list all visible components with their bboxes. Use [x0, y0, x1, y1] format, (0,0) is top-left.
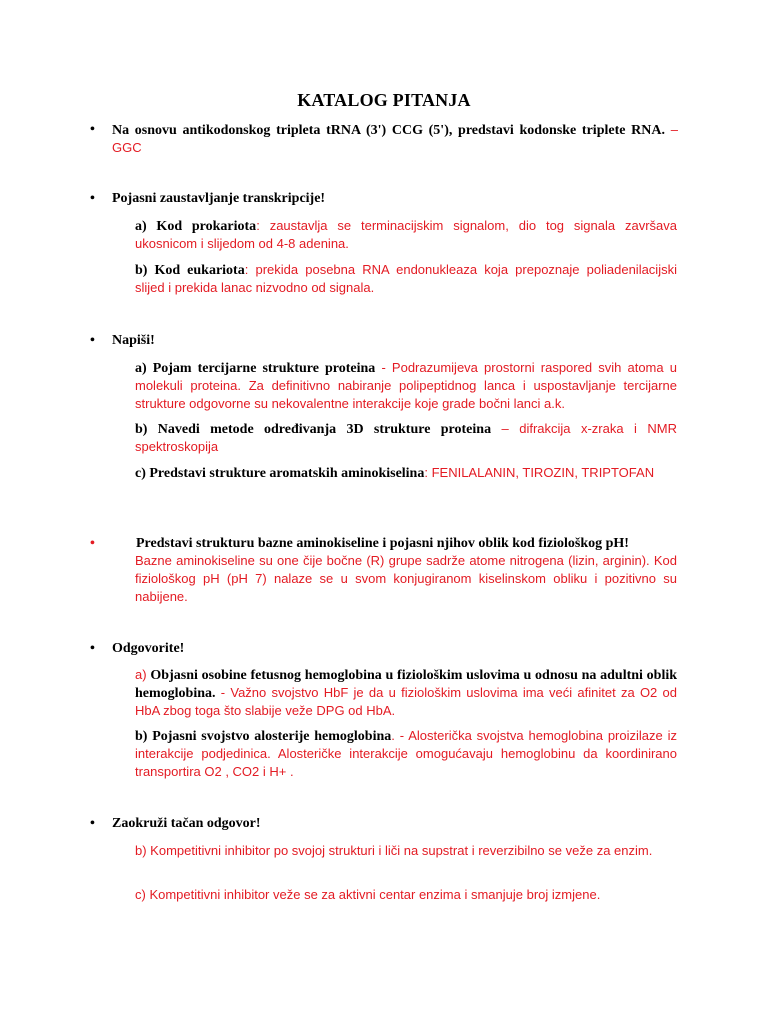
- question-5: [90, 640, 678, 657]
- question-5-text: Odgovorite!: [112, 641, 185, 656]
- part-separator: :: [424, 465, 432, 480]
- bullet-icon: •: [90, 536, 95, 551]
- part-answer: prekida posebna RNA endonukleaza koja prepoznaje poliadenilacijski slijed i prekida lanac nizvodno od signala.: [135, 262, 677, 295]
- part-label: b) Navedi metode određivanja 3D strukture proteina: [135, 422, 492, 437]
- question-2-part-b: [135, 261, 677, 297]
- bullet-icon: •: [90, 816, 95, 831]
- bullet-icon: •: [90, 641, 95, 656]
- part-answer: Alosterička svojstva hemoglobina proizilaze iz interakcije podjedinica. Alosteričke interakcije omogućavaju hemoglobinu da koordinirano transportira O2 , CO2 i H+ .: [135, 728, 678, 779]
- part-answer: Podrazumijeva prostorni raspored svih atoma u molekuli proteina. Za definitivno nabiranje polipeptidnog lanca i uspostavljanje tercijarne strukture odgovorne su nekovalentne interakcije koje grade bočni lanci a.k.: [135, 360, 677, 411]
- question-6: [90, 815, 678, 832]
- part-separator: :: [256, 218, 270, 233]
- question-1: [90, 121, 679, 157]
- question-5-part-b: [135, 727, 677, 781]
- question-3-text: Napiši!: [112, 333, 155, 348]
- part-label: a) Kod prokariota: [135, 219, 257, 234]
- part-separator: –: [491, 421, 520, 436]
- question-2-text: Pojasni zaustavljanje transkripcije!: [112, 191, 326, 206]
- question-3-part-a: [135, 359, 677, 413]
- option-text: c) Kompetitivni inhibitor veže se za aktivni centar enzima i smanjuje broj izmjene.: [135, 887, 601, 902]
- part-label: c) Predstavi strukture aromatskih aminokiselina: [135, 466, 425, 481]
- question-3-part-c: [135, 464, 677, 482]
- part-label: a) Pojam tercijarne strukture proteina: [135, 361, 376, 376]
- question-2: [90, 190, 678, 207]
- option-text: b) Kompetitivni inhibitor po svojoj strukturi i liči na supstrat i reverzibilno se veže za enzim.: [135, 843, 653, 858]
- part-separator: -: [375, 360, 392, 375]
- question-6-option-c: [135, 886, 677, 904]
- bullet-icon: •: [90, 122, 95, 137]
- question-4-answer: [135, 552, 677, 606]
- page-title: KATALOG PITANJA: [297, 90, 471, 110]
- question-4: [90, 535, 678, 552]
- part-label: Objasni osobine fetusnog hemoglobina u fiziološkim uslovima u odnosu na adultni oblik hemoglobina.: [135, 668, 678, 701]
- part-label: b) Kod eukariota: [135, 263, 245, 278]
- question-6-text: Zaokruži tačan odgovor!: [112, 816, 261, 831]
- part-label: b) Pojasni svojstvo alosterije hemoglobina: [135, 729, 392, 744]
- part-answer: zaustavlja se terminacijskim signalom, dio tog signala završava ukosnicom i slijedom od 4-8 adenina.: [135, 218, 678, 251]
- bullet-icon: •: [90, 191, 95, 206]
- question-4-text: Predstavi strukturu bazne aminokiseline i pojasni njihov oblik kod fiziološkog pH!: [136, 536, 629, 551]
- question-1-text: Na osnovu antikodonskog tripleta tRNA (3') CCG (5'), predstavi kodonske triplete RNA.: [112, 123, 665, 138]
- part-answer: difrakcija x-zraka i NMR spektroskopija: [135, 421, 677, 454]
- question-3-part-b: [135, 420, 677, 456]
- part-prefix: a): [135, 667, 151, 682]
- part-separator: -: [215, 685, 231, 700]
- part-answer: FENILALANIN, TIROZIN, TRIPTOFAN: [431, 465, 655, 480]
- bullet-icon: •: [90, 333, 95, 348]
- question-3: [90, 332, 678, 349]
- part-answer: Bazne aminokiseline su one čije bočne (R) grupe sadrže atome nitrogena (lizin, arginin). Kod fiziološkog pH (pH 7) nalaze se u svom konjugiranom kiselinskom obliku i pozitivno su nabijene.: [135, 553, 677, 604]
- part-separator: :: [244, 262, 256, 277]
- question-1-answer: – GGC: [112, 122, 679, 155]
- question-2-part-a: [135, 217, 677, 253]
- part-answer: Važno svojstvo HbF je da u fiziološkim uslovima ima veći afinitet za O2 od HbA zbog toga što slabije veže DPG od HbA.: [135, 685, 677, 718]
- part-separator: . -: [391, 728, 409, 743]
- question-5-part-a: [135, 666, 677, 720]
- question-6-option-b: [135, 842, 677, 860]
